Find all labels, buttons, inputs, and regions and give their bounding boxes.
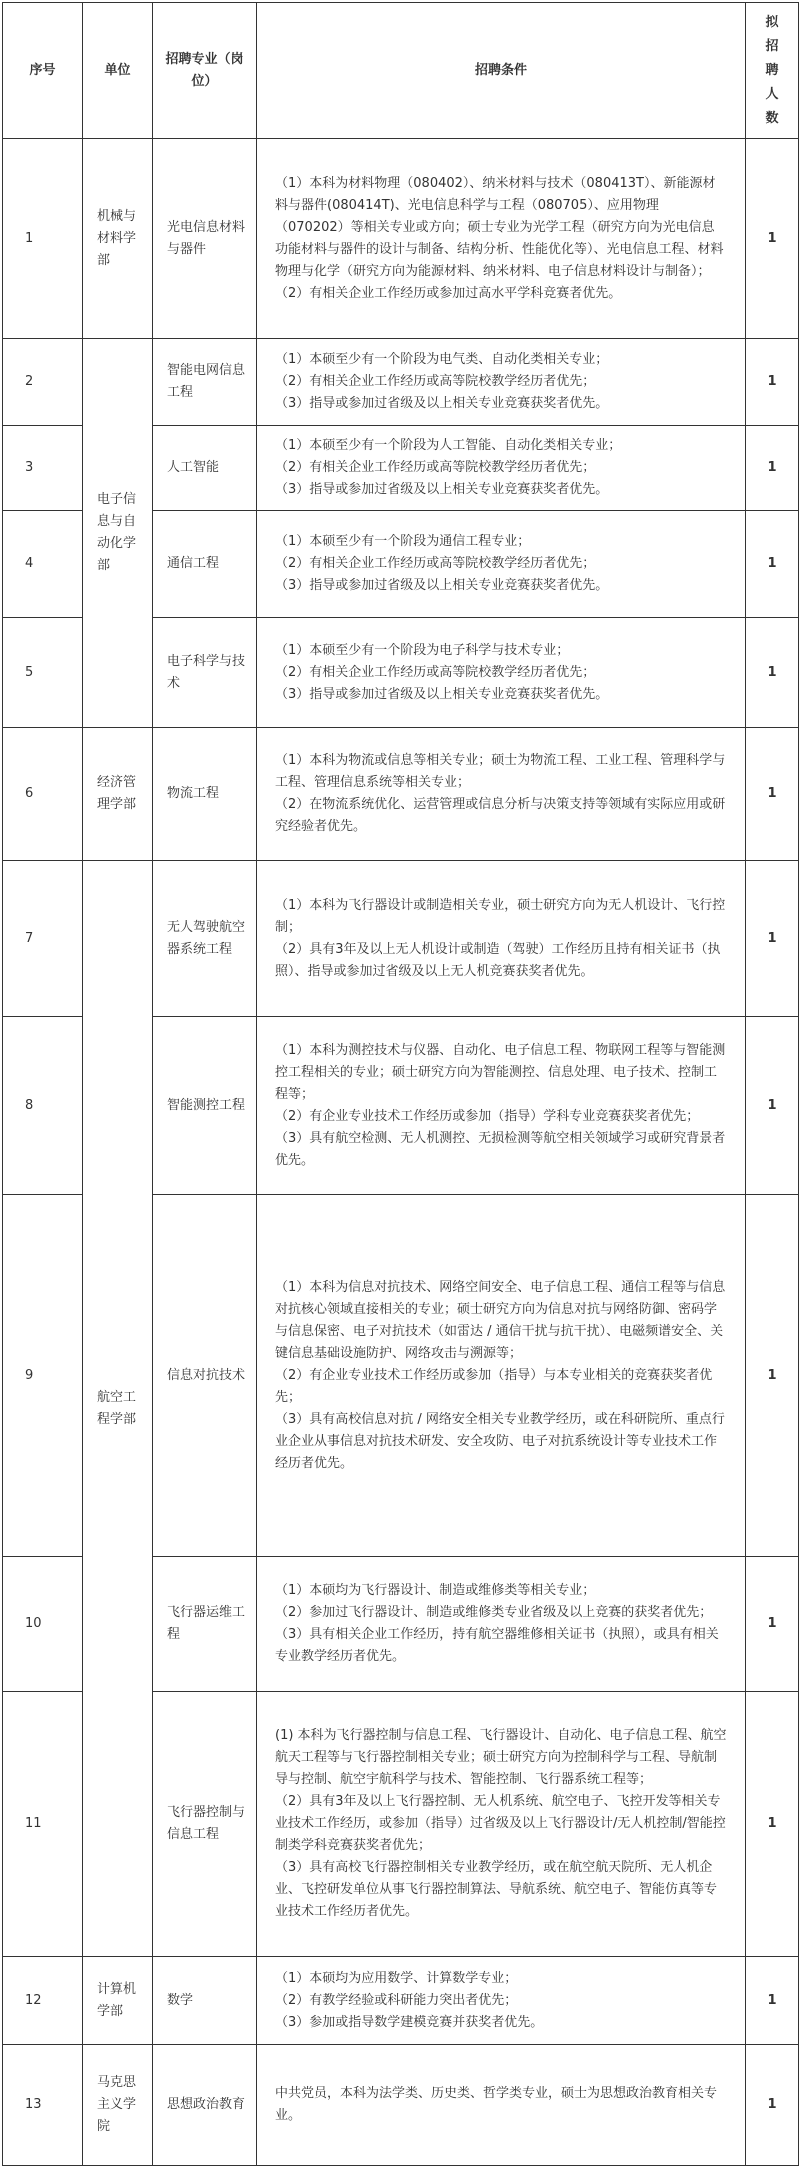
major-text: 智能电网信息工程 [167, 363, 246, 400]
table-row [3, 861, 799, 1017]
count-cell: 1 [746, 511, 799, 618]
condition-line: （3）具有航空检测、无人机测控、无损检测等航空相关领域学习或研究背景者优先。 [275, 1130, 726, 1168]
condition-line: （1）本科为测控技术与仪器、自动化、电子信息工程、物联网工程等与智能测控工程相关的专业；硕士研究方向为智能测控、信息处理、电子技术、控制工程等； [275, 1042, 726, 1102]
unit-cell [83, 339, 153, 728]
count-cell: 1 [746, 139, 799, 339]
row-no: 2 [3, 339, 83, 426]
major-cell [153, 139, 257, 339]
major-text: 飞行器运维工程 [167, 1605, 246, 1642]
major-cell [153, 2045, 257, 2166]
row-no: 13 [3, 2045, 83, 2166]
conditions-cell [257, 511, 746, 618]
table-row [3, 728, 799, 861]
table-row [3, 2045, 799, 2166]
conditions-cell [257, 618, 746, 728]
unit-cell [83, 861, 153, 1957]
count-cell: 1 [746, 1017, 799, 1195]
conditions-cell [257, 1957, 746, 2045]
condition-line: （3）具有高校飞行器控制相关专业教学经历，或在航空航天院所、无人机企业、飞控研发单位从事飞行器控制算法、导航系统、航空电子、智能仿真等专业技术工作经历者优先。 [275, 1860, 718, 1919]
condition-line: （2）有相关企业工作经历或高等院校教学经历者优先； [275, 664, 596, 680]
condition-line: （1）本硕至少有一个阶段为通信工程专业； [275, 534, 531, 549]
conditions-cell [257, 728, 746, 861]
major-cell [153, 618, 257, 728]
count-cell: 1 [746, 861, 799, 1017]
condition-line: （2）有相关企业工作经历或参加过高水平学科竞赛者优先。 [275, 285, 622, 301]
count-cell: 1 [746, 426, 799, 511]
major-text: 电子科学与技术 [167, 653, 246, 691]
unit-cell [83, 139, 153, 339]
condition-line: （2）具有3年及以上飞行器控制、无人机系统、航空电子、飞控开发等相关专业技术工作经历，或参加（指导）过省级及以上飞行器设计/无人机控制/智能控制类学科竞赛获奖者优先； [275, 1794, 726, 1853]
row-no: 11 [3, 1692, 83, 1957]
major-text: 飞行器控制与信息工程 [167, 1805, 246, 1842]
unit-text: 电子信息与自动化学部 [97, 492, 137, 573]
table-header-row [3, 3, 799, 139]
header-major-text: 招聘专业（岗位） [165, 51, 244, 89]
major-text: 人工智能 [167, 460, 220, 475]
condition-line: (1) 本科为飞行器控制与信息工程、飞行器设计、自动化、电子信息工程、航空航天工程等与飞行器控制相关专业；硕士研究方向为控制科学与工程、导航制导与控制、航空宇航科学与技术、智能控制、飞行器系统工程等； [275, 1728, 727, 1787]
major-cell [153, 511, 257, 618]
major-cell [153, 1692, 257, 1957]
condition-line: （2）有相关企业工作经历或高等院校教学经历者优先； [275, 556, 596, 571]
header-no [3, 3, 83, 139]
unit-text: 航空工程学部 [97, 1389, 137, 1427]
unit-cell [83, 2045, 153, 2166]
table-row [3, 139, 799, 339]
count-cell: 1 [746, 1195, 799, 1557]
count-cell: 1 [746, 339, 799, 426]
major-text: 智能测控工程 [167, 1097, 246, 1113]
condition-line: （1）本科为飞行器设计或制造相关专业，硕士研究方向为无人机设计、飞行控制； [275, 897, 726, 935]
row-no: 1 [3, 139, 83, 339]
count-cell: 1 [746, 1692, 799, 1957]
condition-line: （1）本硕至少有一个阶段为电气类、自动化类相关专业； [275, 352, 609, 367]
condition-line: （3）指导或参加过省级及以上相关专业竞赛获奖者优先。 [275, 396, 609, 411]
major-cell [153, 728, 257, 861]
condition-line: （2）有相关企业工作经历或高等院校教学经历者优先； [275, 374, 596, 389]
conditions-cell [257, 861, 746, 1017]
major-cell [153, 426, 257, 511]
header-unit-text: 单位 [104, 62, 131, 78]
condition-line: （2）有相关企业工作经历或高等院校教学经历者优先； [275, 460, 596, 475]
count-cell: 1 [746, 728, 799, 861]
conditions-cell [257, 426, 746, 511]
conditions-cell [257, 1692, 746, 1957]
row-no: 3 [3, 426, 83, 511]
major-text: 光电信息材料与器件 [167, 219, 246, 257]
condition-line: （1）本科为材料物理（080402）、纳米材料与技术（080413T）、新能源材料与器件(080414T)、光电信息科学与工程（080705）、应用物理（070202）等相关专业或方向；硕士专业为光学工程（研究方向为光电信息功能材料与器件的设计与制备、结构分析、性能优化等）、光电信息工程、材料物理与化学（研究方向为能源材料、纳米材料、电子信息材料设计与制备）； [275, 175, 724, 279]
count-cell: 1 [746, 1557, 799, 1692]
condition-line: （2）有企业专业技术工作经历或参加（指导）学科专业竞赛获奖者优先； [275, 1108, 700, 1124]
row-no: 7 [3, 861, 83, 1017]
header-conditions-text: 招聘条件 [474, 62, 527, 78]
row-no: 10 [3, 1557, 83, 1692]
condition-line: （2）有企业专业技术工作经历或参加（指导）与本专业相关的竞赛获奖者优先； [275, 1367, 713, 1405]
condition-line: 中共党员，本科为法学类、历史类、哲学类专业，硕士为思想政治教育相关专业。 [275, 2086, 718, 2123]
major-cell [153, 1195, 257, 1557]
table-row [3, 1957, 799, 2045]
conditions-cell [257, 139, 746, 339]
conditions-cell [257, 1017, 746, 1195]
major-text: 通信工程 [167, 556, 220, 571]
row-no: 5 [3, 618, 83, 728]
count-cell: 1 [746, 1957, 799, 2045]
unit-text: 经济管理学部 [97, 775, 137, 812]
major-cell [153, 1957, 257, 2045]
condition-line: （3）指导或参加过省级及以上相关专业竞赛获奖者优先。 [275, 482, 609, 497]
header-count [746, 3, 799, 139]
condition-line: （3）具有高校信息对抗 / 网络安全相关专业教学经历，或在科研院所、重点行业企业从事信息对抗技术研发、安全攻防、电子对抗系统设计等专业技术工作经历者优先。 [275, 1411, 725, 1471]
condition-line: （1）本科为信息对抗技术、网络空间安全、电子信息工程、通信工程等与信息对抗核心领域直接相关的专业；硕士研究方向为信息对抗与网络防御、密码学与信息保密、电子对抗技术（如雷达 / 通信干扰与抗干扰）、电磁频谱安全、关键信息基础设施防护、网络攻击与溯源等； [275, 1279, 726, 1361]
major-text: 信息对抗技术 [167, 1367, 246, 1383]
unit-text: 机械与材料学部 [97, 208, 137, 268]
condition-line: （1）本科为物流或信息等相关专业；硕士为物流工程、工业工程、管理科学与工程、管理信息系统等相关专业； [275, 753, 726, 790]
condition-line: （1）本硕至少有一个阶段为电子科学与技术专业； [275, 642, 570, 658]
major-text: 思想政治教育 [167, 2097, 246, 2112]
conditions-cell [257, 339, 746, 426]
conditions-cell [257, 1195, 746, 1557]
major-cell [153, 339, 257, 426]
table-row [3, 339, 799, 426]
conditions-cell [257, 2045, 746, 2166]
header-conditions [257, 3, 746, 139]
condition-line: （3）具有相关企业工作经历，持有航空器维修相关证书（执照），或具有相关专业教学经历者优先。 [275, 1627, 719, 1664]
row-no: 6 [3, 728, 83, 861]
major-text: 数学 [167, 1992, 194, 2008]
condition-line: （1）本硕均为应用数学、计算数学专业； [275, 1970, 518, 1986]
count-cell: 1 [746, 2045, 799, 2166]
condition-line: （1）本硕至少有一个阶段为人工智能、自动化类相关专业； [275, 438, 622, 453]
condition-line: （2）有教学经验或科研能力突出者优先； [275, 1992, 518, 2008]
unit-text: 马克思主义学院 [97, 2075, 137, 2134]
condition-line: （2）在物流系统优化、运营管理或信息分析与决策支持等领域有实际应用或研究经验者优先。 [275, 797, 726, 834]
major-text: 无人驾驶航空器系统工程 [167, 919, 246, 957]
recruitment-table [2, 2, 799, 2166]
major-text: 物流工程 [167, 786, 220, 801]
condition-line: （2）参加过飞行器设计、制造或维修类专业省级及以上竞赛的获奖者优先； [275, 1605, 713, 1620]
major-cell [153, 1017, 257, 1195]
conditions-cell [257, 1557, 746, 1692]
row-no: 4 [3, 511, 83, 618]
count-cell: 1 [746, 618, 799, 728]
row-no: 8 [3, 1017, 83, 1195]
unit-cell [83, 728, 153, 861]
major-cell [153, 861, 257, 1017]
condition-line: （1）本硕均为飞行器设计、制造或维修类等相关专业； [275, 1583, 596, 1598]
condition-line: （3）指导或参加过省级及以上相关专业竞赛获奖者优先。 [275, 578, 609, 593]
header-count-text: 拟招聘人数 [765, 14, 779, 126]
condition-line: （3）参加或指导数学建模竞赛并获奖者优先。 [275, 2014, 544, 2030]
header-no-text: 序号 [29, 62, 56, 78]
condition-line: （2）具有3年及以上无人机设计或制造（驾驶）工作经历且持有相关证书（执照）、指导或参加过省级及以上无人机竞赛获奖者优先。 [275, 941, 721, 979]
row-no: 9 [3, 1195, 83, 1557]
unit-text: 计算机学部 [97, 1981, 137, 2019]
header-major [153, 3, 257, 139]
major-cell [153, 1557, 257, 1692]
unit-cell [83, 1957, 153, 2045]
row-no: 12 [3, 1957, 83, 2045]
condition-line: （3）指导或参加过省级及以上相关专业竞赛获奖者优先。 [275, 686, 609, 702]
header-unit [83, 3, 153, 139]
